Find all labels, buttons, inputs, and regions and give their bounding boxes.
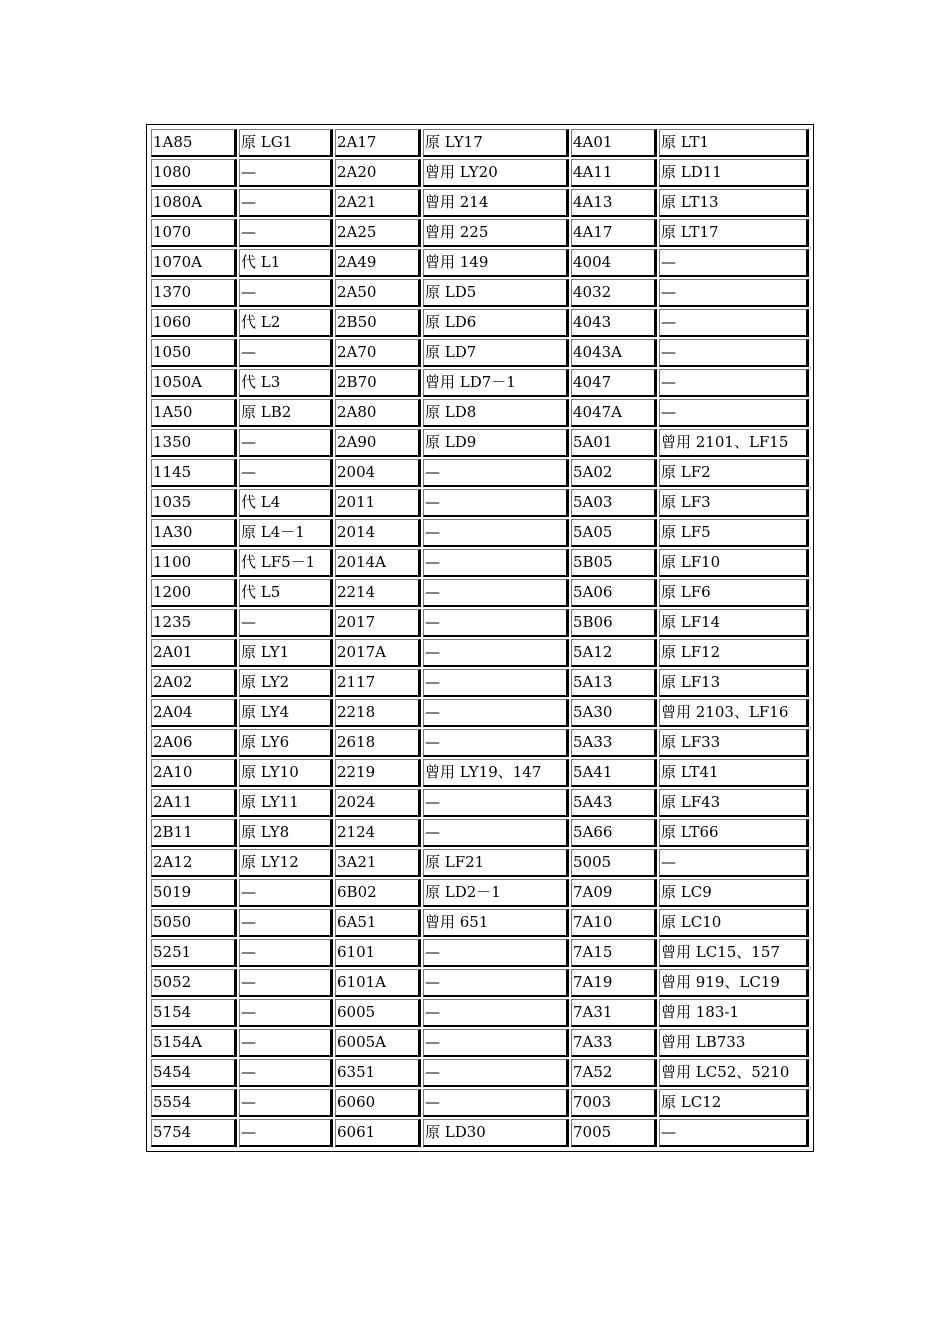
grade-note-cell: 曾用 2103、LF16 [659, 699, 809, 727]
grade-note-cell: — [659, 309, 809, 337]
grade-code-cell: 6061 [335, 1119, 421, 1147]
grade-code-cell: 5154A [151, 1029, 237, 1057]
table-row [151, 669, 809, 697]
grade-code-cell: 5005 [571, 849, 657, 877]
grade-note-cell: — [239, 879, 333, 907]
grade-code-cell: 5A13 [571, 669, 657, 697]
grade-code-cell: 7A09 [571, 879, 657, 907]
grade-note-cell: 曾用 LB733 [659, 1029, 809, 1057]
grade-code-cell: 7A15 [571, 939, 657, 967]
grade-note-cell: — [239, 939, 333, 967]
grade-code-cell: 2B50 [335, 309, 421, 337]
grade-note-cell: — [239, 429, 333, 457]
table-row [151, 309, 809, 337]
grade-note-cell: 原 LF2 [659, 459, 809, 487]
grade-code-cell: 2A02 [151, 669, 237, 697]
grade-note-cell: 代 L3 [239, 369, 333, 397]
grade-note-cell: 代 L2 [239, 309, 333, 337]
grade-note-cell: — [239, 1029, 333, 1057]
table-row [151, 609, 809, 637]
grade-code-cell: 2618 [335, 729, 421, 757]
grade-note-cell: — [423, 699, 569, 727]
grade-code-cell: 6A51 [335, 909, 421, 937]
grade-note-cell: 原 LY2 [239, 669, 333, 697]
grade-code-cell: 5A66 [571, 819, 657, 847]
grade-code-cell: 5A05 [571, 519, 657, 547]
grade-note-cell: — [423, 729, 569, 757]
grade-note-cell: — [423, 819, 569, 847]
grade-note-cell: — [239, 1059, 333, 1087]
grade-code-cell: 2A12 [151, 849, 237, 877]
grade-code-cell: 2124 [335, 819, 421, 847]
table-row [151, 1059, 809, 1087]
grade-note-cell: — [239, 609, 333, 637]
grade-code-cell: 4004 [571, 249, 657, 277]
grade-note-cell: 原 LF6 [659, 579, 809, 607]
grade-note-cell: 原 LD8 [423, 399, 569, 427]
grade-code-cell: 2B70 [335, 369, 421, 397]
grade-note-cell: — [423, 789, 569, 817]
grade-note-cell: — [239, 339, 333, 367]
grade-code-cell: 2A90 [335, 429, 421, 457]
grade-code-cell: 4A01 [571, 129, 657, 157]
grade-code-cell: 6101A [335, 969, 421, 997]
grade-code-cell: 4A13 [571, 189, 657, 217]
grade-note-cell: — [423, 1059, 569, 1087]
grade-note-cell: — [423, 549, 569, 577]
grade-code-cell: 7003 [571, 1089, 657, 1117]
grade-note-cell: — [239, 219, 333, 247]
grade-note-cell: 原 LD9 [423, 429, 569, 457]
grade-code-cell: 5B05 [571, 549, 657, 577]
grade-code-cell: 1035 [151, 489, 237, 517]
grade-code-cell: 5A30 [571, 699, 657, 727]
grade-note-cell: 原 LY1 [239, 639, 333, 667]
grade-note-cell: — [423, 459, 569, 487]
grade-note-cell: — [423, 1089, 569, 1117]
table-row [151, 1029, 809, 1057]
grade-code-cell: 2A20 [335, 159, 421, 187]
grade-note-cell: 原 LF5 [659, 519, 809, 547]
grade-code-cell: 1070A [151, 249, 237, 277]
grade-note-cell: 代 L4 [239, 489, 333, 517]
grade-code-cell: 1A50 [151, 399, 237, 427]
grade-code-cell: 3A21 [335, 849, 421, 877]
grade-code-cell: 5052 [151, 969, 237, 997]
table-row [151, 879, 809, 907]
table-row [151, 639, 809, 667]
grade-code-cell: 5A06 [571, 579, 657, 607]
grade-code-cell: 2A01 [151, 639, 237, 667]
grade-note-cell: 曾用 LC15、157 [659, 939, 809, 967]
grade-note-cell: 原 LT41 [659, 759, 809, 787]
grade-note-cell: — [423, 969, 569, 997]
table-row [151, 699, 809, 727]
grade-code-cell: 7A52 [571, 1059, 657, 1087]
grade-note-cell: — [239, 999, 333, 1027]
table-row [151, 789, 809, 817]
grade-note-cell: 原 LY10 [239, 759, 333, 787]
grade-note-cell: — [239, 189, 333, 217]
grade-note-cell: — [423, 1029, 569, 1057]
grade-note-cell: — [423, 489, 569, 517]
table-body [151, 129, 809, 1147]
grade-code-cell: 5754 [151, 1119, 237, 1147]
grade-code-cell: 1050A [151, 369, 237, 397]
grade-note-cell: 代 L1 [239, 249, 333, 277]
grade-code-cell: 2004 [335, 459, 421, 487]
grade-note-cell: 代 LF5－1 [239, 549, 333, 577]
grade-note-cell: 原 LD6 [423, 309, 569, 337]
table-row [151, 339, 809, 367]
table-row [151, 369, 809, 397]
grade-note-cell: 原 LF14 [659, 609, 809, 637]
grade-note-cell: — [423, 609, 569, 637]
grade-note-cell: 曾用 LD7－1 [423, 369, 569, 397]
grade-code-cell: 5A12 [571, 639, 657, 667]
grade-note-cell: 原 LC9 [659, 879, 809, 907]
grade-code-cell: 5454 [151, 1059, 237, 1087]
grade-code-cell: 1145 [151, 459, 237, 487]
grade-note-cell: 曾用 LY20 [423, 159, 569, 187]
grade-code-cell: 1060 [151, 309, 237, 337]
table-row [151, 519, 809, 547]
grade-note-cell: 原 LY17 [423, 129, 569, 157]
grade-note-cell: 原 LY8 [239, 819, 333, 847]
grade-code-cell: 5A33 [571, 729, 657, 757]
grade-note-cell: — [239, 279, 333, 307]
table-row [151, 999, 809, 1027]
grade-note-cell: — [239, 1119, 333, 1147]
grade-note-cell: 曾用 LY19、147 [423, 759, 569, 787]
table-row [151, 459, 809, 487]
grade-note-cell: — [239, 1089, 333, 1117]
table-row [151, 279, 809, 307]
grade-note-cell: 原 LF13 [659, 669, 809, 697]
grade-note-cell: — [239, 909, 333, 937]
grade-code-cell: 5A41 [571, 759, 657, 787]
grade-code-cell: 6005A [335, 1029, 421, 1057]
table-row [151, 969, 809, 997]
grade-note-cell: 曾用 2101、LF15 [659, 429, 809, 457]
grade-code-cell: 2A70 [335, 339, 421, 367]
grade-code-cell: 2A06 [151, 729, 237, 757]
alloy-grade-table-frame [146, 124, 814, 1152]
grade-code-cell: 1050 [151, 339, 237, 367]
grade-code-cell: 7A19 [571, 969, 657, 997]
grade-code-cell: 7A33 [571, 1029, 657, 1057]
grade-code-cell: 1070 [151, 219, 237, 247]
grade-note-cell: 原 LF3 [659, 489, 809, 517]
grade-code-cell: 2024 [335, 789, 421, 817]
table-row [151, 579, 809, 607]
grade-note-cell: 原 LD7 [423, 339, 569, 367]
grade-code-cell: 1200 [151, 579, 237, 607]
grade-note-cell: 原 LT17 [659, 219, 809, 247]
grade-note-cell: 原 LF21 [423, 849, 569, 877]
alloy-grade-table [149, 127, 811, 1149]
grade-code-cell: 4043A [571, 339, 657, 367]
grade-note-cell: — [423, 939, 569, 967]
grade-code-cell: 6060 [335, 1089, 421, 1117]
grade-note-cell: — [423, 999, 569, 1027]
table-row [151, 819, 809, 847]
grade-note-cell: 原 LF10 [659, 549, 809, 577]
grade-code-cell: 4A11 [571, 159, 657, 187]
grade-note-cell: 原 LG1 [239, 129, 333, 157]
grade-note-cell: — [659, 369, 809, 397]
grade-code-cell: 2A11 [151, 789, 237, 817]
grade-code-cell: 1370 [151, 279, 237, 307]
grade-note-cell: 原 LF12 [659, 639, 809, 667]
grade-code-cell: 2A49 [335, 249, 421, 277]
grade-code-cell: 2219 [335, 759, 421, 787]
grade-code-cell: 5A43 [571, 789, 657, 817]
grade-code-cell: 2017 [335, 609, 421, 637]
grade-note-cell: 原 LD30 [423, 1119, 569, 1147]
grade-note-cell: 代 L5 [239, 579, 333, 607]
grade-code-cell: 2117 [335, 669, 421, 697]
grade-code-cell: 2218 [335, 699, 421, 727]
grade-code-cell: 4047A [571, 399, 657, 427]
grade-code-cell: 5019 [151, 879, 237, 907]
table-row [151, 159, 809, 187]
grade-code-cell: 2017A [335, 639, 421, 667]
grade-note-cell: — [423, 579, 569, 607]
table-row [151, 939, 809, 967]
grade-note-cell: 原 LT1 [659, 129, 809, 157]
grade-code-cell: 2A04 [151, 699, 237, 727]
grade-code-cell: 1080A [151, 189, 237, 217]
grade-note-cell: 原 LY12 [239, 849, 333, 877]
grade-code-cell: 2214 [335, 579, 421, 607]
grade-code-cell: 6B02 [335, 879, 421, 907]
table-row [151, 129, 809, 157]
grade-note-cell: — [239, 159, 333, 187]
grade-note-cell: 曾用 149 [423, 249, 569, 277]
grade-note-cell: 原 LY4 [239, 699, 333, 727]
grade-note-cell: 原 L4－1 [239, 519, 333, 547]
grade-code-cell: 5A02 [571, 459, 657, 487]
grade-code-cell: 5A03 [571, 489, 657, 517]
grade-note-cell: 原 LB2 [239, 399, 333, 427]
grade-note-cell: 原 LD11 [659, 159, 809, 187]
table-row [151, 189, 809, 217]
grade-note-cell: 曾用 919、LC19 [659, 969, 809, 997]
grade-note-cell: 原 LD5 [423, 279, 569, 307]
grade-code-cell: 5554 [151, 1089, 237, 1117]
grade-note-cell: 曾用 225 [423, 219, 569, 247]
table-row [151, 729, 809, 757]
grade-note-cell: — [659, 339, 809, 367]
grade-code-cell: 6005 [335, 999, 421, 1027]
grade-note-cell: 原 LT13 [659, 189, 809, 217]
table-row [151, 849, 809, 877]
grade-note-cell: 原 LC12 [659, 1089, 809, 1117]
table-row [151, 429, 809, 457]
grade-note-cell: — [239, 459, 333, 487]
grade-note-cell: — [239, 969, 333, 997]
grade-note-cell: — [659, 249, 809, 277]
grade-code-cell: 5A01 [571, 429, 657, 457]
grade-code-cell: 2A21 [335, 189, 421, 217]
grade-code-cell: 1A85 [151, 129, 237, 157]
grade-code-cell: 5B06 [571, 609, 657, 637]
grade-note-cell: 原 LF43 [659, 789, 809, 817]
grade-code-cell: 2014 [335, 519, 421, 547]
grade-code-cell: 1350 [151, 429, 237, 457]
table-row [151, 1119, 809, 1147]
table-row [151, 909, 809, 937]
grade-code-cell: 2014A [335, 549, 421, 577]
grade-note-cell: 曾用 214 [423, 189, 569, 217]
grade-note-cell: — [423, 639, 569, 667]
table-row [151, 399, 809, 427]
grade-code-cell: 1080 [151, 159, 237, 187]
grade-code-cell: 2A17 [335, 129, 421, 157]
grade-note-cell: — [659, 1119, 809, 1147]
grade-note-cell: — [423, 669, 569, 697]
table-row [151, 759, 809, 787]
table-row [151, 489, 809, 517]
grade-code-cell: 7A31 [571, 999, 657, 1027]
table-row [151, 1089, 809, 1117]
grade-code-cell: 5050 [151, 909, 237, 937]
grade-note-cell: 原 LD2－1 [423, 879, 569, 907]
grade-code-cell: 1100 [151, 549, 237, 577]
grade-code-cell: 1A30 [151, 519, 237, 547]
grade-code-cell: 5251 [151, 939, 237, 967]
grade-note-cell: — [659, 279, 809, 307]
grade-code-cell: 2A10 [151, 759, 237, 787]
table-row [151, 219, 809, 247]
grade-code-cell: 4043 [571, 309, 657, 337]
grade-code-cell: 4047 [571, 369, 657, 397]
grade-code-cell: 2A50 [335, 279, 421, 307]
table-row [151, 549, 809, 577]
grade-code-cell: 7005 [571, 1119, 657, 1147]
grade-code-cell: 6101 [335, 939, 421, 967]
grade-note-cell: 曾用 LC52、5210 [659, 1059, 809, 1087]
grade-code-cell: 2011 [335, 489, 421, 517]
grade-note-cell: — [659, 399, 809, 427]
grade-note-cell: 曾用 651 [423, 909, 569, 937]
grade-note-cell: 原 LY11 [239, 789, 333, 817]
grade-code-cell: 4032 [571, 279, 657, 307]
grade-code-cell: 6351 [335, 1059, 421, 1087]
grade-note-cell: 原 LY6 [239, 729, 333, 757]
grade-code-cell: 7A10 [571, 909, 657, 937]
grade-note-cell: 原 LC10 [659, 909, 809, 937]
grade-note-cell: 曾用 183-1 [659, 999, 809, 1027]
grade-code-cell: 5154 [151, 999, 237, 1027]
grade-note-cell: 原 LT66 [659, 819, 809, 847]
table-row [151, 249, 809, 277]
grade-note-cell: — [659, 849, 809, 877]
grade-code-cell: 1235 [151, 609, 237, 637]
grade-code-cell: 4A17 [571, 219, 657, 247]
grade-code-cell: 2B11 [151, 819, 237, 847]
grade-code-cell: 2A80 [335, 399, 421, 427]
grade-code-cell: 2A25 [335, 219, 421, 247]
grade-note-cell: — [423, 519, 569, 547]
grade-note-cell: 原 LF33 [659, 729, 809, 757]
